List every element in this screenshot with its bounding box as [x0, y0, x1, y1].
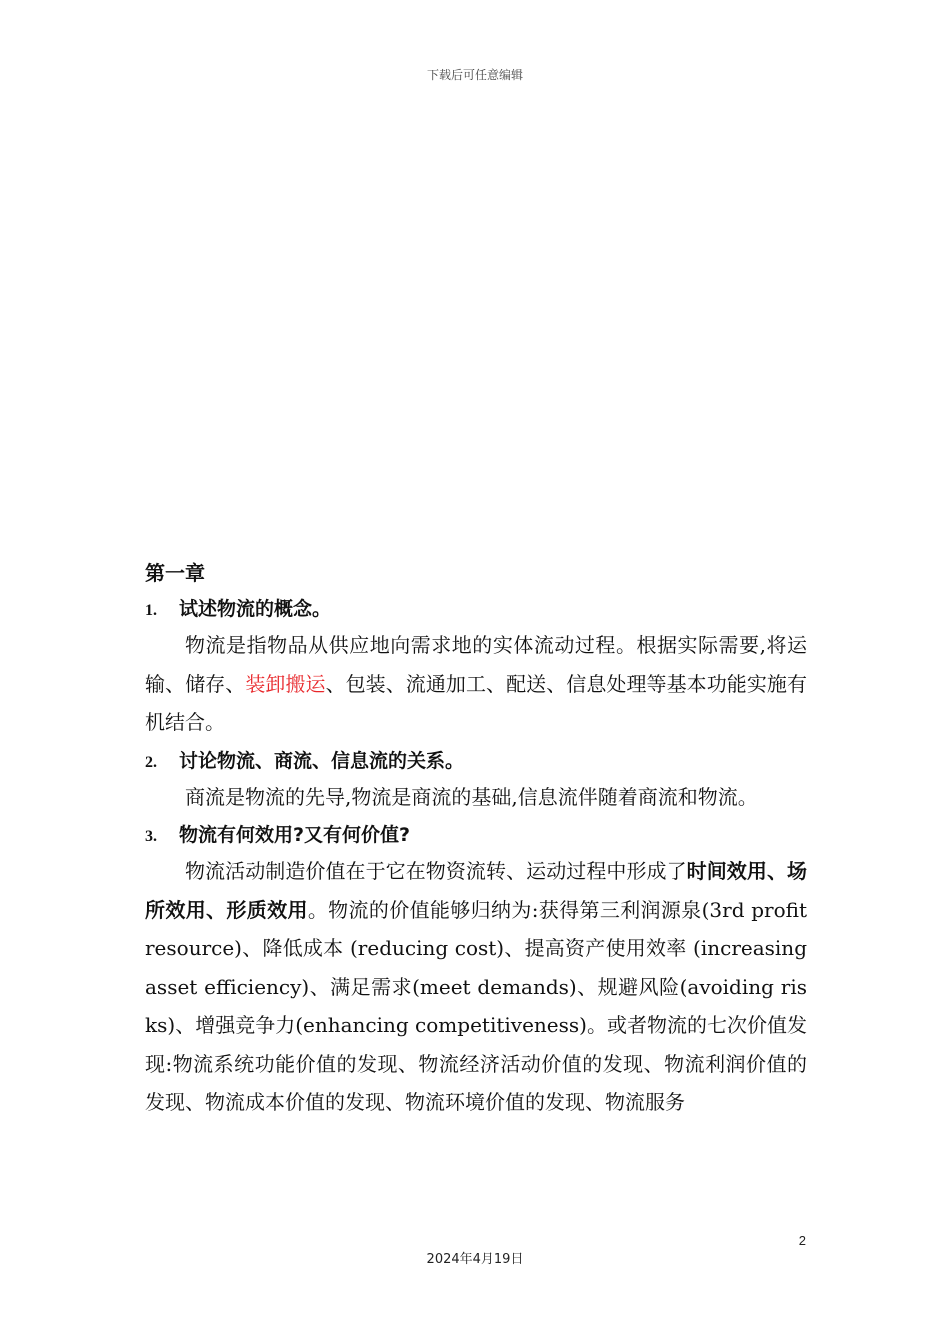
answer-text: 、包装、流通加工、配送、信息处理等基本功能实施有机结合。 — [145, 671, 807, 734]
highlighted-term: 装卸搬运 — [245, 671, 326, 696]
question-text: 讨论物流、商流、信息流的关系。 — [179, 749, 465, 772]
question-number: 2. — [145, 753, 157, 771]
page-number: 2 — [798, 1233, 806, 1248]
question-heading-1 — [145, 592, 807, 626]
question-text: 试述物流的概念。 — [179, 598, 332, 620]
question-number: 1. — [145, 602, 157, 619]
chapter-title: 第一章 — [145, 561, 205, 585]
bold-term: 时间效用、场所效用、形质效用 — [145, 859, 808, 922]
question-heading-3 — [145, 818, 807, 852]
answer-text: 物流是指物品从供应地向需求地的实体流动过程。根据实际需要,将运输、储存、 — [145, 633, 807, 696]
answer-text: 物流活动制造价值在于它在物资流转、运动过程中形成了 — [185, 859, 687, 883]
document-body — [145, 556, 807, 1122]
answer-paragraph-1 — [145, 626, 807, 742]
question-heading-2 — [145, 744, 807, 778]
answer-paragraph-3 — [145, 852, 807, 1122]
answer-paragraph-2 — [145, 778, 807, 817]
footer-date: 2024年4月19日 — [426, 1252, 524, 1267]
answer-text: 商流是物流的先导,物流是商流的基础,信息流伴随着商流和物流。 — [185, 784, 758, 809]
header-note: 下载后可任意编辑 — [426, 68, 523, 82]
answer-text: 。物流的价值能够归纳为:获得第三利润源泉(3rd profit resource)、降低成本 (reducing cost)、提高资产使用效率 (increasing asset efficiency)、满足需求(meet demands)、规避风险(avoiding risks)、增强竞争力(enhancing competitiveness)。或者物流的七次价值发现:物流系统功能价值的发现、物流经济活动价值的发现、物流利润价值的发现、物流成本价值的发现、物流环境价值的发现、物流服务 — [145, 897, 807, 1114]
question-text: 物流有何效用?又有何价值? — [179, 824, 411, 846]
question-number: 3. — [145, 828, 157, 845]
